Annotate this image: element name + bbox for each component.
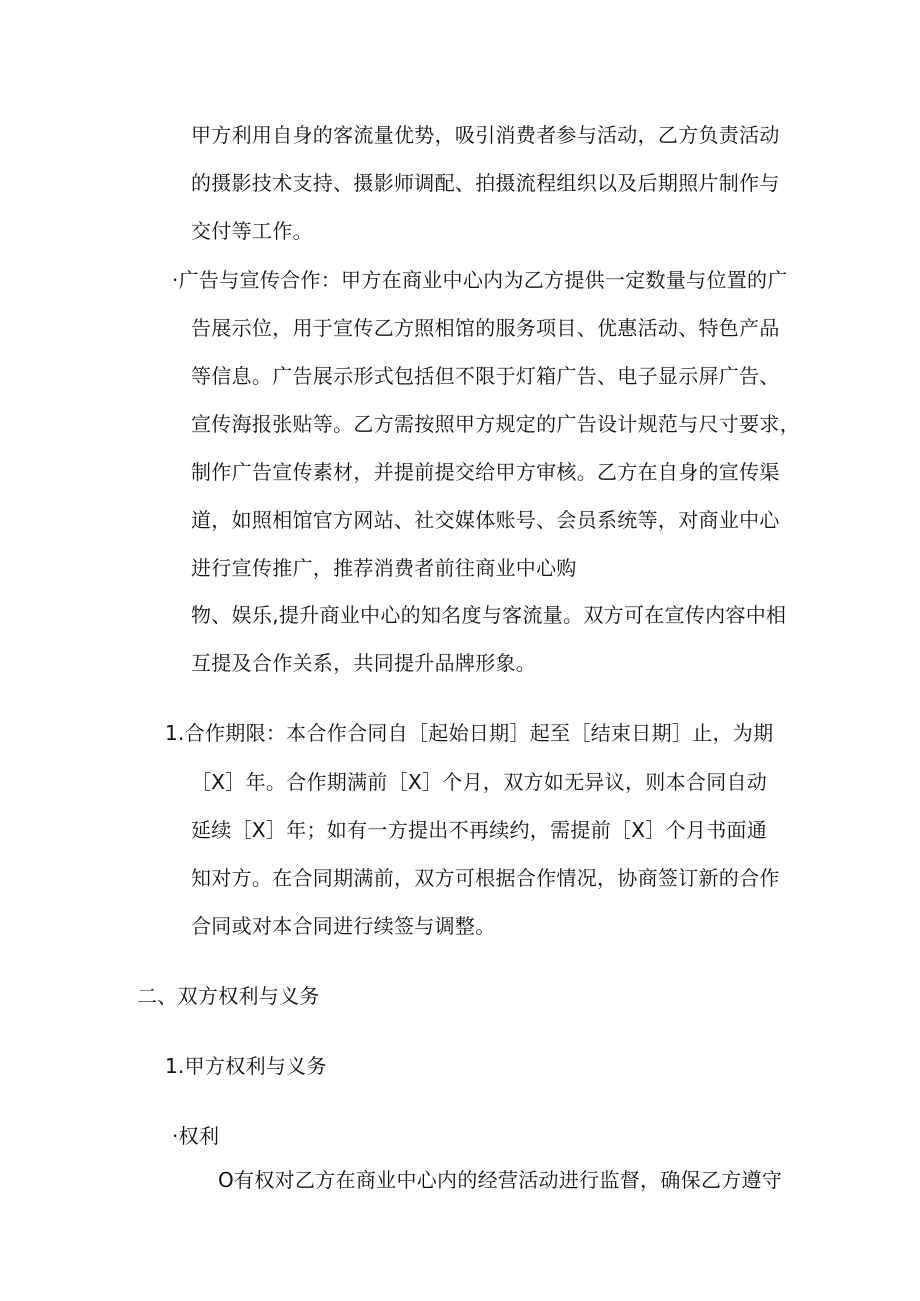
clause-term-line: 1.合作期限：本合作合同自［起始日期］起至［结束日期］止，为期	[165, 721, 774, 745]
paragraph-line: O有权对乙方在商业中心内的经营活动进行监督，确保乙方遵守	[218, 1168, 783, 1192]
paragraph-line: 物、娱乐,提升商业中心的知名度与客流量。双方可在宣传内容中相	[191, 603, 787, 627]
paragraph-line: 道，如照相馆官方网站、社交媒体账号、会员系统等，对商业中心	[191, 508, 780, 532]
paragraph-line: 合同或对本合同进行续签与调整。	[191, 914, 496, 938]
paragraph-line: 的摄影技术支持、摄影师调配、拍摄流程组织以及后期照片制作与	[191, 171, 780, 195]
paragraph-line: 互提及合作关系，共同提升品牌形象。	[191, 651, 537, 675]
paragraph-line: 延续［X］年；如有一方提出不再续约，需提前［X］个月书面通	[191, 818, 768, 842]
paragraph-line: 等信息。广告展示形式包括但不限于灯箱广告、电子显示屏广告、	[191, 364, 780, 388]
paragraph-line: 制作广告宣传素材，并提前提交给甲方审核。乙方在自身的宣传渠	[191, 460, 780, 484]
paragraph-line: 交付等工作。	[191, 219, 313, 243]
paragraph-line: ［X］年。合作期满前［X］个月，双方如无异议，则本合同自动	[191, 770, 768, 794]
paragraph-line: 告展示位，用于宣传乙方照相馆的服务项目、优惠活动、特色产品	[191, 316, 780, 340]
paragraph-line: 进行宣传推广，推荐消费者前往商业中心购	[191, 556, 577, 580]
paragraph-line: 甲方利用自身的客流量优势，吸引消费者参与活动，乙方负责活动	[191, 123, 780, 147]
subsection-heading: 1.甲方权利与义务	[165, 1054, 327, 1078]
paragraph-line: 宣传海报张贴等。乙方需按照甲方规定的广告设计规范与尺寸要求，	[191, 412, 800, 436]
bullet-rights-heading: ·权利	[172, 1124, 220, 1148]
section-heading: 二、双方权利与义务	[137, 984, 320, 1008]
paragraph-line: 知对方。在合同期满前，双方可根据合作情况，协商签订新的合作	[191, 866, 780, 890]
bullet-ad-promotion-line: ·广告与宣传合作：甲方在商业中心内为乙方提供一定数量与位置的广	[172, 268, 788, 292]
